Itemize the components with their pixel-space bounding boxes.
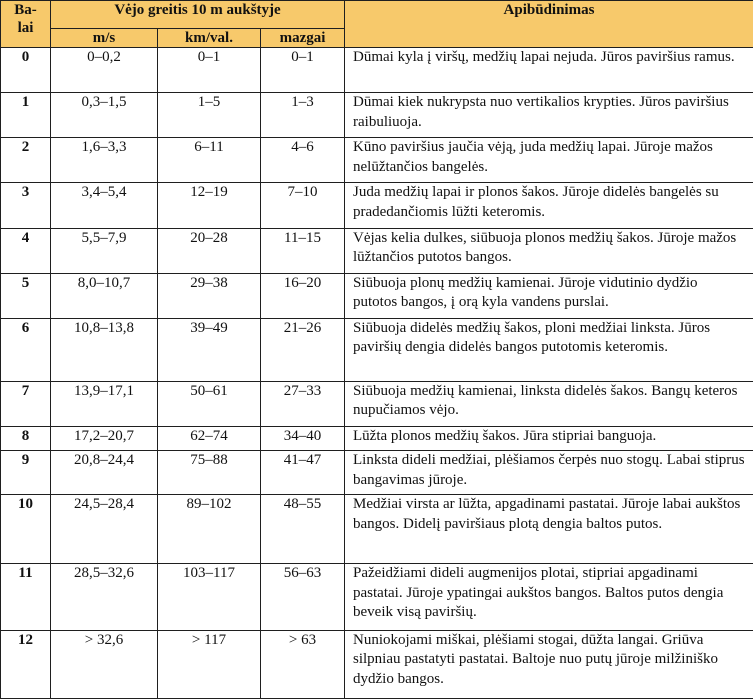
cell-knots: 48–55	[261, 495, 345, 564]
cell-balai: 2	[1, 138, 51, 183]
table-row	[1, 138, 753, 183]
cell-ms: 5,5–7,9	[51, 228, 158, 273]
cell-balai: 10	[1, 495, 51, 564]
cell-ms: 24,5–28,4	[51, 495, 158, 564]
header-wind-speed: Vėjo greitis 10 m aukštyje	[51, 1, 345, 29]
cell-description: Siūbuoja didelės medžių šakos, ploni medžiai linksta. Jūros paviršių dengia didelės bangos putotomis keteromis.	[345, 318, 753, 381]
cell-kmh: 0–1	[158, 48, 261, 93]
cell-kmh: 62–74	[158, 427, 261, 451]
header-unit-ms: m/s	[51, 29, 158, 48]
cell-description: Juda medžių lapai ir plonos šakos. Jūroje didelės bangelės su pradedančiomis lūžti keteromis.	[345, 183, 753, 228]
cell-balai: 8	[1, 427, 51, 451]
cell-description: Lūžta plonos medžių šakos. Jūra stipriai banguoja.	[345, 427, 753, 451]
cell-ms: 0,3–1,5	[51, 93, 158, 138]
cell-ms: 3,4–5,4	[51, 183, 158, 228]
table-row	[1, 273, 753, 318]
cell-description: Dūmai kiek nukrypsta nuo vertikalios krypties. Jūros paviršius raibuliuoja.	[345, 93, 753, 138]
table-row	[1, 318, 753, 381]
cell-balai: 11	[1, 564, 51, 630]
table-row	[1, 183, 753, 228]
cell-knots: 41–47	[261, 451, 345, 495]
table-row	[1, 630, 753, 698]
cell-kmh: 50–61	[158, 381, 261, 426]
cell-ms: 28,5–32,6	[51, 564, 158, 630]
cell-description: Nuniokojami miškai, plėšiami stogai, dūžta langai. Griūva silpniau pastatyti pastatai. Baltoje nuo putų jūroje milžiniško dydžio bangos.	[345, 630, 753, 698]
header-balai: Ba- lai	[1, 1, 51, 48]
cell-knots: > 63	[261, 630, 345, 698]
cell-ms: > 32,6	[51, 630, 158, 698]
cell-ms: 10,8–13,8	[51, 318, 158, 381]
cell-description: Medžiai virsta ar lūžta, apgadinami pastatai. Jūroje labai aukštos bangos. Didelį paviršiaus plotą dengia baltos putos.	[345, 495, 753, 564]
cell-kmh: 75–88	[158, 451, 261, 495]
table-row	[1, 451, 753, 495]
cell-ms: 20,8–24,4	[51, 451, 158, 495]
cell-knots: 34–40	[261, 427, 345, 451]
cell-balai: 7	[1, 381, 51, 426]
header-unit-knots: mazgai	[261, 29, 345, 48]
cell-kmh: 89–102	[158, 495, 261, 564]
cell-ms: 0–0,2	[51, 48, 158, 93]
table-row	[1, 495, 753, 564]
cell-kmh: 12–19	[158, 183, 261, 228]
cell-description: Kūno paviršius jaučia vėją, juda medžių lapai. Jūroje mažos nelūžtančios bangelės.	[345, 138, 753, 183]
cell-ms: 1,6–3,3	[51, 138, 158, 183]
table-row	[1, 427, 753, 451]
cell-ms: 17,2–20,7	[51, 427, 158, 451]
cell-description: Siūbuoja plonų medžių kamienai. Jūroje vidutinio dydžio putotos bangos, į orą kyla vandens purslai.	[345, 273, 753, 318]
cell-description: Vėjas kelia dulkes, siūbuoja plonos medžių šakos. Jūroje mažos lūžtančios putotos bangos.	[345, 228, 753, 273]
cell-description: Dūmai kyla į viršų, medžių lapai nejuda. Jūros paviršius ramus.	[345, 48, 753, 93]
cell-ms: 8,0–10,7	[51, 273, 158, 318]
cell-knots: 11–15	[261, 228, 345, 273]
cell-balai: 1	[1, 93, 51, 138]
cell-knots: 27–33	[261, 381, 345, 426]
table-row	[1, 564, 753, 630]
cell-balai: 5	[1, 273, 51, 318]
table-row	[1, 228, 753, 273]
cell-kmh: 20–28	[158, 228, 261, 273]
table-row	[1, 93, 753, 138]
cell-knots: 4–6	[261, 138, 345, 183]
cell-ms: 13,9–17,1	[51, 381, 158, 426]
cell-balai: 3	[1, 183, 51, 228]
table-row	[1, 381, 753, 426]
table-row	[1, 48, 753, 93]
cell-kmh: 103–117	[158, 564, 261, 630]
cell-kmh: 6–11	[158, 138, 261, 183]
cell-description: Linksta dideli medžiai, plėšiamos čerpės nuo stogų. Labai stiprus bangavimas jūroje.	[345, 451, 753, 495]
cell-kmh: 1–5	[158, 93, 261, 138]
cell-kmh: 39–49	[158, 318, 261, 381]
cell-description: Siūbuoja medžių kamienai, linksta didelės šakos. Bangų keteros nupučiamos vėjo.	[345, 381, 753, 426]
cell-balai: 6	[1, 318, 51, 381]
cell-knots: 0–1	[261, 48, 345, 93]
cell-knots: 21–26	[261, 318, 345, 381]
cell-knots: 16–20	[261, 273, 345, 318]
cell-knots: 7–10	[261, 183, 345, 228]
header-description: Apibūdinimas	[345, 1, 753, 48]
cell-balai: 9	[1, 451, 51, 495]
header-unit-kmh: km/val.	[158, 29, 261, 48]
cell-balai: 12	[1, 630, 51, 698]
cell-knots: 1–3	[261, 93, 345, 138]
cell-balai: 0	[1, 48, 51, 93]
cell-kmh: > 117	[158, 630, 261, 698]
cell-balai: 4	[1, 228, 51, 273]
cell-kmh: 29–38	[158, 273, 261, 318]
cell-description: Pažeidžiami dideli augmenijos plotai, stipriai apgadinami pastatai. Jūroje ypatingai aukštos bangos. Baltos putos dengia beveik visą paviršių.	[345, 564, 753, 630]
cell-knots: 56–63	[261, 564, 345, 630]
